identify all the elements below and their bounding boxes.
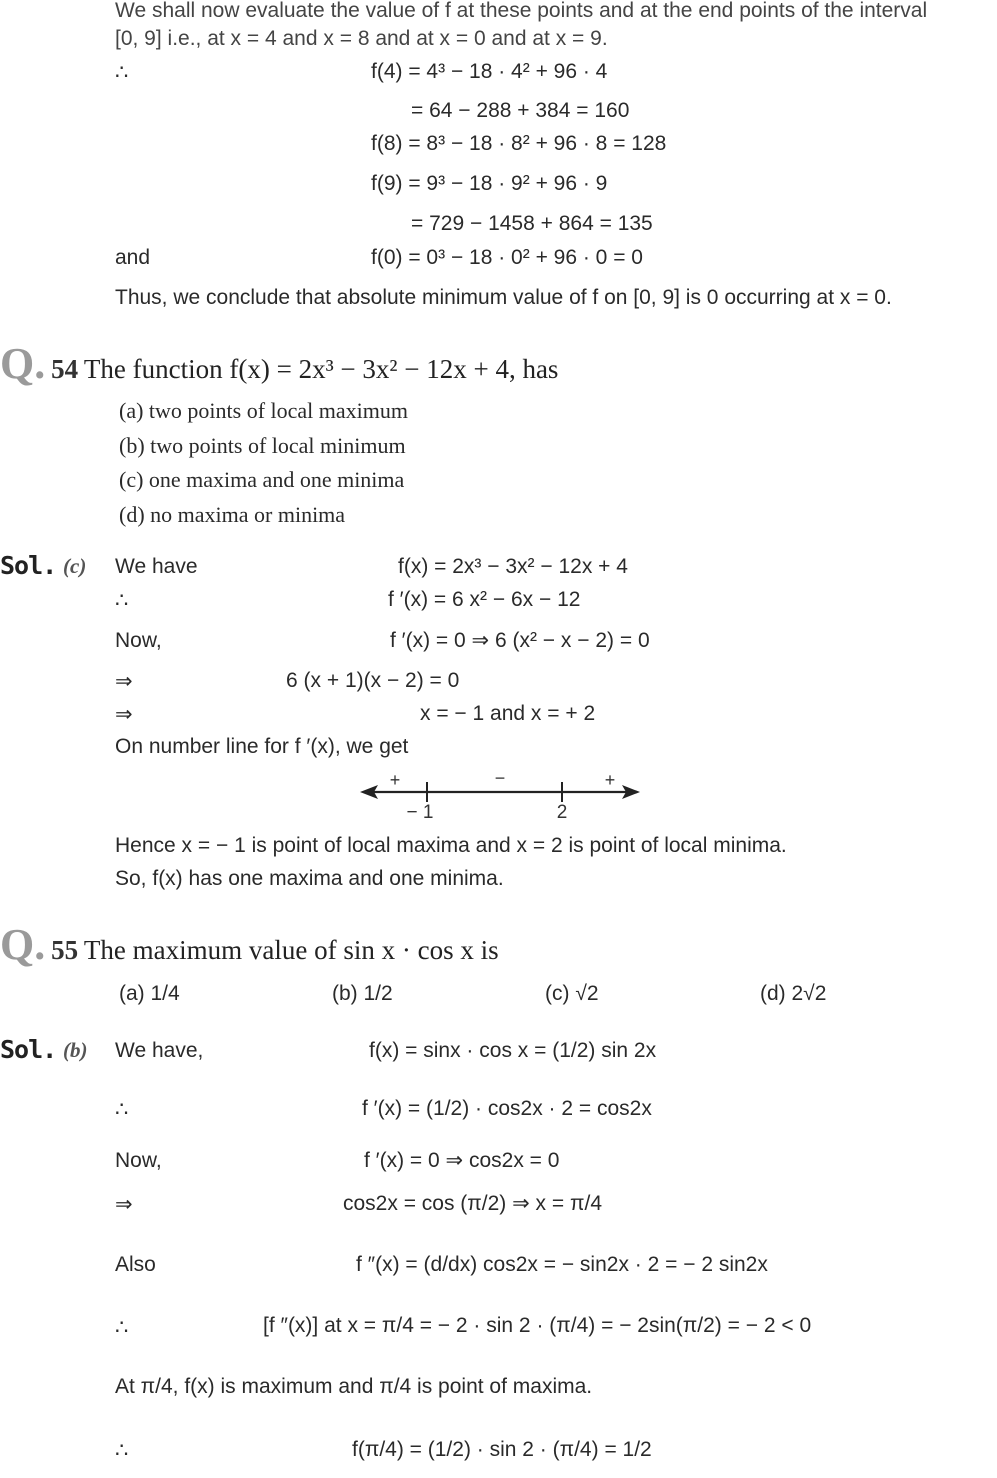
q55-eq3: f ′(x) = 0 ⇒ cos2x = 0 <box>364 1149 560 1172</box>
q55-eq5: f ″(x) = (d/dx) cos2x = − sin2x · 2 = − 2 sin2x <box>356 1253 768 1276</box>
q55-option-d: (d) 2√2 <box>760 982 827 1005</box>
q55-now: Now, <box>115 1149 162 1172</box>
implies-symbol: ⇒ <box>115 670 133 693</box>
q55-option-b: (b) 1/2 <box>332 982 393 1005</box>
therefore-symbol: ∴ <box>115 1439 129 1462</box>
point-label-minus-one: − 1 <box>406 802 434 823</box>
q54-so: So, f(x) has one maxima and one minima. <box>115 867 504 890</box>
sign-middle: − <box>494 768 506 788</box>
number-line-intro: On number line for f ′(x), we get <box>115 735 409 758</box>
and-label: and <box>115 246 151 269</box>
intro-line1: We shall now evaluate the value of f at these points and at the end points of the interval <box>115 0 928 22</box>
question-text: The maximum value of sin x · cos x is <box>83 935 499 965</box>
answer-label: (b) <box>63 1038 88 1062</box>
q54-option-c: (c) one maxima and one minima <box>119 467 405 492</box>
answer-label: (c) <box>63 554 87 578</box>
q54-eq1: f(x) = 2x³ − 3x² − 12x + 4 <box>398 555 628 578</box>
q55-eq6: [f ″(x)] at x = π/4 = − 2 · sin 2 · (π/4) = − 2sin(π/2) = − 2 < 0 <box>263 1314 812 1337</box>
q55-eq2: f ′(x) = (1/2) · cos2x · 2 = cos2x <box>362 1097 652 1120</box>
intro-eq2: = 64 − 288 + 384 = 160 <box>411 99 630 122</box>
therefore-symbol: ∴ <box>115 589 129 612</box>
solution-label: Sol. <box>0 551 57 580</box>
q54-now: Now, <box>115 629 162 652</box>
question-number: 55 <box>51 935 79 965</box>
implies-symbol: ⇒ <box>115 1193 133 1216</box>
intro-conclusion: Thus, we conclude that absolute minimum value of f on [0, 9] is 0 occurring at x = 0. <box>115 286 892 309</box>
number-line-diagram <box>352 766 652 826</box>
q55-option-c: (c) √2 <box>545 982 599 1005</box>
q55-eq4: cos2x = cos (π/2) ⇒ x = π/4 <box>343 1192 602 1215</box>
question-mark: Q. <box>0 339 46 388</box>
q55-eq7: f(π/4) = (1/2) · sin 2 · (π/4) = 1/2 <box>352 1438 652 1461</box>
solution-label: Sol. <box>0 1035 57 1064</box>
q54-option-d: (d) no maxima or minima <box>119 502 346 527</box>
q55-eq1: f(x) = sinx · cos x = (1/2) sin 2x <box>369 1039 657 1062</box>
q54-eq4: 6 (x + 1)(x − 2) = 0 <box>286 669 460 692</box>
question-54-heading <box>0 339 559 388</box>
q55-at-text: At π/4, f(x) is maximum and π/4 is point of maxima. <box>115 1375 593 1398</box>
q55-also: Also <box>115 1253 156 1276</box>
intro-line2: [0, 9] i.e., at x = 4 and x = 8 and at x = 0 and at x = 9. <box>115 27 608 50</box>
therefore-symbol: ∴ <box>115 1316 129 1339</box>
implies-symbol: ⇒ <box>115 703 133 726</box>
intro-eq6: f(0) = 0³ − 18 · 0² + 96 · 0 = 0 <box>371 246 643 269</box>
q54-eq3: f ′(x) = 0 ⇒ 6 (x² − x − 2) = 0 <box>390 629 650 652</box>
q55-we-have: We have, <box>115 1039 204 1062</box>
q54-we-have: We have <box>115 555 198 578</box>
sign-left: + <box>389 770 401 790</box>
therefore-symbol: ∴ <box>115 1098 129 1121</box>
intro-eq1: f(4) = 4³ − 18 · 4² + 96 · 4 <box>371 60 608 83</box>
q54-option-a: (a) two points of local maximum <box>119 398 408 423</box>
therefore-symbol: ∴ <box>115 61 129 84</box>
intro-eq5: = 729 − 1458 + 864 = 135 <box>411 212 653 235</box>
question-mark: Q. <box>0 920 46 969</box>
q54-eq2: f ′(x) = 6 x² − 6x − 12 <box>388 588 581 611</box>
q55-option-a: (a) 1/4 <box>119 982 180 1005</box>
point-label-two: 2 <box>556 802 568 823</box>
q54-eq5: x = − 1 and x = + 2 <box>420 702 596 725</box>
question-55-heading <box>0 920 499 969</box>
q54-hence: Hence x = − 1 is point of local maxima and x = 2 is point of local minima. <box>115 834 787 857</box>
intro-eq3: f(8) = 8³ − 18 · 8² + 96 · 8 = 128 <box>371 132 667 155</box>
intro-eq4: f(9) = 9³ − 18 · 9² + 96 · 9 <box>371 172 608 195</box>
question-number: 54 <box>51 354 79 384</box>
sign-right: + <box>604 770 616 790</box>
question-text: The function f(x) = 2x³ − 3x² − 12x + 4, has <box>83 354 559 384</box>
q54-option-b: (b) two points of local minimum <box>119 433 406 458</box>
